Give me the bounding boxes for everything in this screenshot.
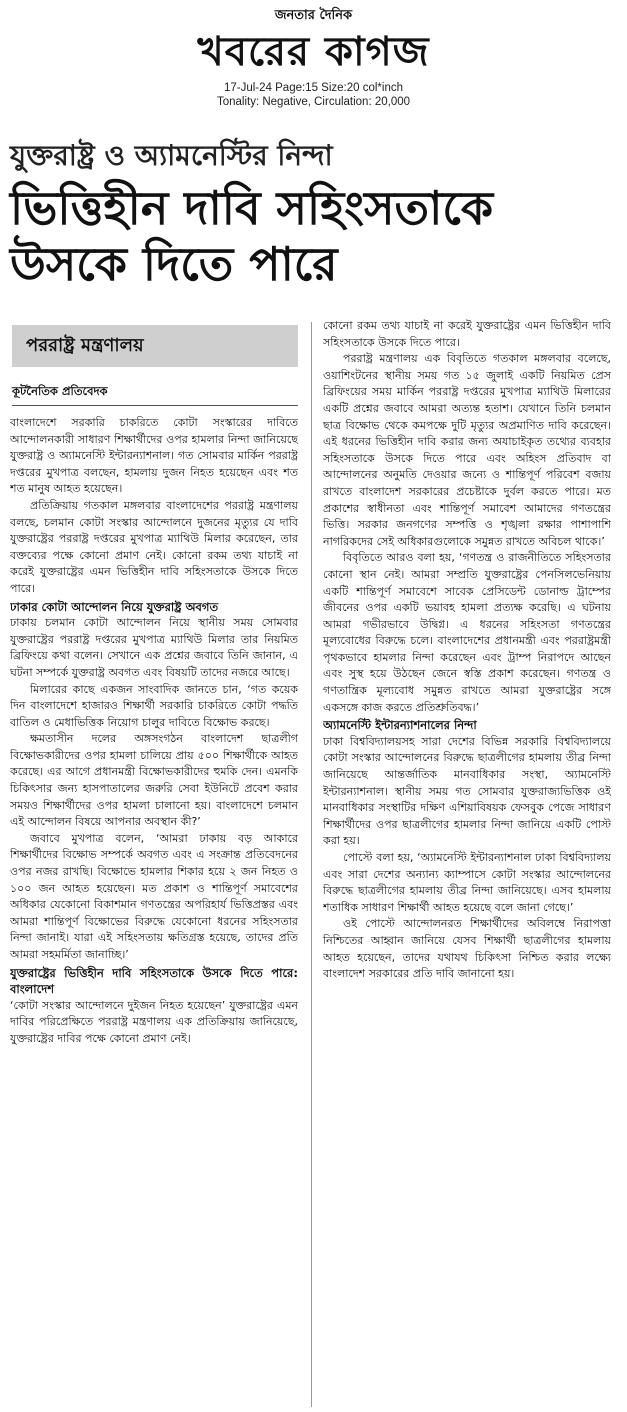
- byline-divider: [12, 405, 298, 406]
- section-label: পররাষ্ট্র মন্ত্রণালয়: [26, 335, 144, 356]
- paragraph: মিলারের কাছে একজন সাংবাদিক জানতে চান, ‘গত কয়েক দিন বাংলাদেশে হাজারও শিক্ষার্থী সরকারি চাকরিতে কোটা পদ্ধতি বাতিল ও মেধাভিত্তিক নিয়োগ চালুর দাবিতে বিক্ষোভ করছে।: [10, 682, 298, 729]
- paragraph: প্রতিক্রিয়ায় গতকাল মঙ্গলবার বাংলাদেশের পররাষ্ট্র মন্ত্রণালয় বলছে, চলমান কোটা সংস্কার আন্দোলনে দুজনের মৃত্যুর যে দাবি যুক্তরাষ্ট্রের পররাষ্ট্র দপ্তরের মুখপাত্র ম্যাথিউ মিলার করেছেন, তার বক্তব্যের পক্ষে কোনো প্রমাণ নেই। কোনো রকম তথ্য যাচাই না করেই যুক্তরাষ্ট্রের এমন ভিত্তিহীন দাবি সহিংসতাকে উসকে দিতে পারে।: [10, 498, 298, 595]
- paragraph: ঢাকায় চলমান কোটা আন্দোলন নিয়ে স্থানীয় সময় সোমবার যুক্তরাষ্ট্রের পররাষ্ট্র দপ্তরের মুখপাত্র ম্যাথিউ মিলার তার নিয়মিত ব্রিফিংয়ে কথা বলেন। সেখানে এক প্রশ্নের জবাবে তিনি জানান, এ ঘটনা সম্পর্কে যুক্তরাষ্ট্র অবগত এবং বিষয়টি তাদের নজরে আছে।: [10, 616, 298, 679]
- subheading: ঢাকার কোটা আন্দোলন নিয়ে যুক্তরাষ্ট্র অবগত: [10, 599, 219, 614]
- clipping-meta-tonality: Tonality: Negative, Circulation: 20,000: [216, 96, 411, 108]
- paragraph: ‘কোটা সংস্কার আন্দোলনে দুইজন নিহত হয়েছেন’ যুক্তরাষ্ট্রের এমন দাবির পরিপ্রেক্ষিতে পররাষ্ট্র মন্ত্রণালয় এক প্রতিক্রিয়ায় জানিয়েছে, যুক্তরাষ্ট্রের দাবির পক্ষে কোনো প্রমাণ নেই।: [10, 998, 298, 1045]
- newspaper-name: খবরের কাগজ: [197, 29, 430, 75]
- masthead: [0, 0, 627, 112]
- section-label-box: [12, 325, 298, 367]
- paragraph: ওই পোস্টে আন্দোলনরত শিক্ষার্থীদের অবিলম্বে নিরাপত্তা নিশ্চিতের আহ্বান জানিয়ে যেসব শিক্ষার্থী ছাত্রলীগের হামলায় আহত হয়েছেন, তাদের যথাযথ চিকিৎসা নিশ্চিত করার লক্ষ্যে বাংলাদেশ সরকারের প্রতি দাবি জানানো হয়।: [323, 917, 611, 981]
- article-headline: ভিত্তিহীন দাবি সহিংসতাকে উসকে দিতে পারে: [10, 181, 493, 291]
- article-column-right: [323, 318, 611, 1410]
- paragraph: পররাষ্ট্র মন্ত্রণালয় এক বিবৃতিতে গতকাল মঙ্গলবার বলেছে, ওয়াশিংটনের স্থানীয় সময় গত ১৫ জুলাই একটি নিয়মিত প্রেস ব্রিফিংয়ের সময় মার্কিন পররাষ্ট্র দপ্তরের মুখপাত্র ম্যাথিউ মিলারের একটি প্রশ্নের জবাবে আমরা অত্যন্ত হতাশ। যেখানে তিনি চলমান ছাত্র বিক্ষোভ থেকে কমপক্ষে দুটি মৃত্যুর অপ্রমাণিত দাবি করেছেন। এই ধরনের ভিত্তিহীন দাবি করার জন্য অযাচাইকৃত তথ্যের ব্যবহার সহিংসতাকে উসকে দিতে পারে এবং অহিংস প্রতিবাদ বা আন্দোলনের অনুমতি দেওয়ার জন্যে ও শান্তিপূর্ণ পরিবেশ বজায় রাখতে বাংলাদেশ সরকারের প্রচেষ্টাকে দুর্বল করতে পারে। মত প্রকাশের স্বাধীনতা এবং শান্তিপূর্ণ সমাবেশ আমাদের গণতন্ত্রের ভিত্তি। সরকার জনগণের সম্পত্তি ও শৃঙ্খলা রক্ষার পাশাপাশি নাগরিকদের সেই অধিকারগুলোকে সমুন্নত রাখতে অবিচল থাকে।’: [323, 352, 611, 548]
- paragraph: কোনো রকম তথ্য যাচাই না করেই যুক্তরাষ্ট্রের এমন ভিত্তিহীন দাবি সহিংসতাকে উসকে দিতে পারে।: [323, 319, 611, 349]
- paragraph: জবাবে মুখপাত্র বলেন, ‘আমরা ঢাকায় বড় আকারে শিক্ষার্থীদের বিক্ষোভ সম্পর্কে অবগত এবং এ সংক্রান্ত প্রতিবেদনের ওপর নজর রাখছি। বিক্ষোভে হামলার শিকার হয়ে ২ জন নিহত ও ১০০ জন আহত হয়েছেন। মত প্রকাশ ও শান্তিপূর্ণ সমাবেশের অধিকার যেকোনো বিকাশমান গণতন্ত্রের অপরিহার্য ভিত্তিপ্রস্তর এবং আমরা শান্তিপূর্ণ বিক্ষোভের বিরুদ্ধে যেকোনো ধরনের সহিংসতার নিন্দা জানাই। যারা এই সহিংসতায় ক্ষতিগ্রস্ত হয়েছে, তাদের প্রতি আমরা সহমর্মিতা জানাচ্ছি।’: [10, 831, 298, 961]
- paragraph: পোস্টে বলা হয়, ‘অ্যামনেস্টি ইন্টারন্যাশনাল ঢাকা বিশ্ববিদ্যালয় এবং সারা দেশের অন্যান্য ক্যাম্পাসে কোটা সংস্কার আন্দোলনের বিরুদ্ধে ছাত্রলীগের হামলায় তীব্র নিন্দা জানিয়েছে। এসব হামলায় শতাধিক সাধারণ শিক্ষার্থী আহত হয়েছে বলে জানা গেছে।’: [323, 851, 611, 914]
- article-kicker: যুক্তরাষ্ট্র ও অ্যামনেস্টির নিন্দা: [10, 139, 333, 172]
- masthead-tagline: জনতার দৈনিক: [274, 8, 353, 23]
- paragraph: বিবৃতিতে আরও বলা হয়, ‘গণতন্ত্র ও রাজনীতিতে সহিংসতার কোনো স্থান নেই। আমরা সম্প্রতি যুক্তরাষ্ট্রের পেনসিলভেনিয়ায় একটি শান্তিপূর্ণ সমাবেশে সাবেক প্রেসিডেন্ট ডোনাল্ড ট্রাম্পের জীবনের ওপর একটি ভয়াবহ হামলা প্রত্যক্ষ করেছি। এ ঘটনায় আমরা গভীরভাবে উদ্বিগ্ন। এ ধরনের সহিংসতা গণতন্ত্রের মূল্যবোধের বিরুদ্ধে চলে। বাংলাদেশের প্রধানমন্ত্রী এবং পররাষ্ট্রমন্ত্রী পৃথকভাবে হামলার নিন্দা করেছেন এবং ট্রাম্প নিরাপদে আছেন এবং সুস্থ হয়ে উঠছেন জেনে স্বস্তি প্রকাশ করেছেন। গণতন্ত্র ও গণতান্ত্রিক মূল্যবোধ সমুন্নত রাখতে আমরা যুক্তরাষ্ট্রের সঙ্গে একসঙ্গে কাজ করতে প্রতিশ্রুতিবদ্ধ।’: [323, 551, 611, 714]
- subheading: যুক্তরাষ্ট্রের ভিত্তিহীন দাবি সহিংসতাকে উসকে দিতে পারে: বাংলাদেশ: [10, 965, 298, 997]
- article-column-left: [10, 415, 298, 1409]
- subheading: অ্যামনেস্টি ইন্টারন্যাশনালের নিন্দা: [323, 718, 477, 733]
- clipping-meta-date-page: 17-Jul-24 Page:15 Size:20 col*inch: [223, 82, 403, 94]
- column-divider: [311, 322, 312, 1407]
- paragraph: বাংলাদেশে সরকারি চাকরিতে কোটা সংস্কারের দাবিতে আন্দোলনকারী সাধারণ শিক্ষার্থীদের ওপর হামলার নিন্দা জানিয়েছে যুক্তরাষ্ট্র ও অ্যামনেস্টি ইন্টারন্যাশনাল। গত সোমবার মার্কিন পররাষ্ট্র দপ্তরের মুখপাত্র বলছেন, হামলায় দুজন নিহত হয়েছেন এবং শত শত মানুষ আহত হয়েছেন।: [10, 416, 298, 496]
- article-byline: কূটনৈতিক প্রতিবেদক: [12, 384, 108, 398]
- paragraph: ক্ষমতাসীন দলের অঙ্গসংগঠন বাংলাদেশ ছাত্রলীগ বিক্ষোভকারীদের ওপর হামলা চালিয়ে প্রায় ৫০০ শিক্ষার্থীকে আহত করেছে। এর আগে প্রধানমন্ত্রী বিক্ষোভকারীদের হুমকি দেন। এমনকি চিকিৎসার জন্য হাসপাতালের জরুরি সেবা ইউনিটে প্রবেশ করার সময়ও শিক্ষার্থীদের ওপর হামলা চালানো হয়। বাংলাদেশে চলমান এই আন্দোলন বিষয়ে আপনার অবস্থান কী?’: [10, 732, 298, 829]
- paragraph: ঢাকা বিশ্ববিদ্যালয়সহ সারা দেশের বিভিন্ন সরকারি বিশ্ববিদ্যালয়ে কোটা সংস্কার আন্দোলনের বিরুদ্ধে ছাত্রলীগের হামলায় তীব্র নিন্দা জানিয়েছে আন্তর্জাতিক মানবাধিকার সংস্থা, অ্যামনেস্টি ইন্টারন্যাশনাল। স্থানীয় সময় গত সোমবার যুক্তরাজ্যভিত্তিক ওই মানবাধিকার সংস্থাটির দক্ষিণ এশিয়াবিষয়ক ফেসবুক পেজে সাধারণ শিক্ষার্থীদের ওপর ছাত্রলীগের হামলার নিন্দা জানিয়ে একটি পোস্ট করা হয়।: [323, 734, 611, 848]
